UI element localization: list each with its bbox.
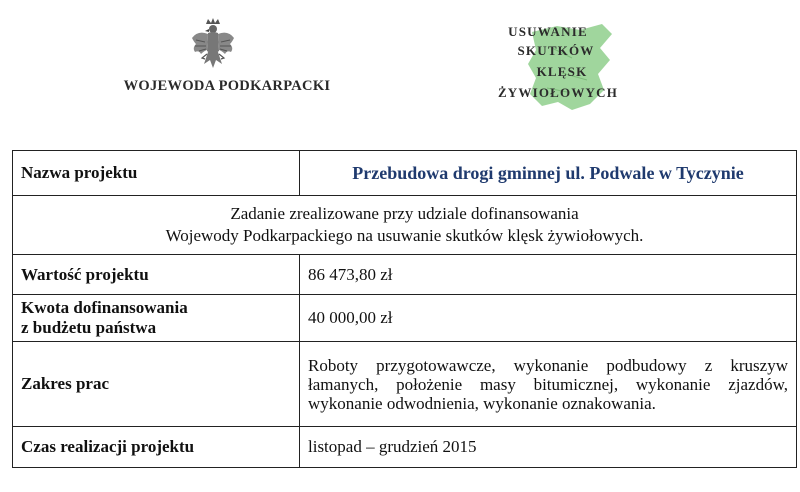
table-row [13, 196, 797, 255]
project-name-label: Nazwa projektu [13, 151, 300, 196]
logo-line-3: KLĘSK [536, 64, 588, 79]
project-info-table [12, 150, 797, 468]
subsidy-label-line-2: z budżetu państwa [21, 318, 157, 337]
table-row [13, 342, 797, 427]
funding-note-line-2: Wojewody Podkarpackiego na usuwanie skutków klęsk żywiołowych. [165, 226, 644, 245]
table-row [13, 255, 797, 295]
polish-eagle-icon [190, 18, 236, 76]
disaster-relief-logo [462, 18, 642, 118]
voivode-logo-text: WOJEWODA PODKARPACKI [123, 78, 331, 94]
scope-value: Roboty przygotowawcze, wykonanie podbudowy z kruszyw łamanych, położenie masy bitumicznej, wykonanie zjazdów, wykonanie odwodnienia, wykonanie oznakowania. [300, 342, 797, 427]
project-value-label: Wartość projektu [13, 255, 300, 295]
logo-line-2: SKUTKÓW [517, 43, 595, 58]
logo-line-4: ŻYWIOŁOWYCH [497, 85, 619, 100]
table-row [13, 151, 797, 196]
scope-label: Zakres prac [13, 342, 300, 427]
time-value: listopad – grudzień 2015 [300, 427, 797, 468]
voivode-logo [92, 18, 362, 100]
funding-note-line-1: Zadanie zrealizowane przy udziale dofinansowania [230, 204, 579, 223]
table-row [13, 295, 797, 342]
project-value: 86 473,80 zł [300, 255, 797, 295]
logo-line-1: USUWANIE [508, 24, 588, 39]
time-label: Czas realizacji projektu [13, 427, 300, 468]
subsidy-label [13, 295, 300, 342]
project-name-value: Przebudowa drogi gminnej ul. Podwale w Tyczynie [300, 151, 797, 196]
subsidy-value: 40 000,00 zł [300, 295, 797, 342]
funding-note [13, 196, 797, 255]
subsidy-label-line-1: Kwota dofinansowania [21, 298, 188, 317]
table-row [13, 427, 797, 468]
